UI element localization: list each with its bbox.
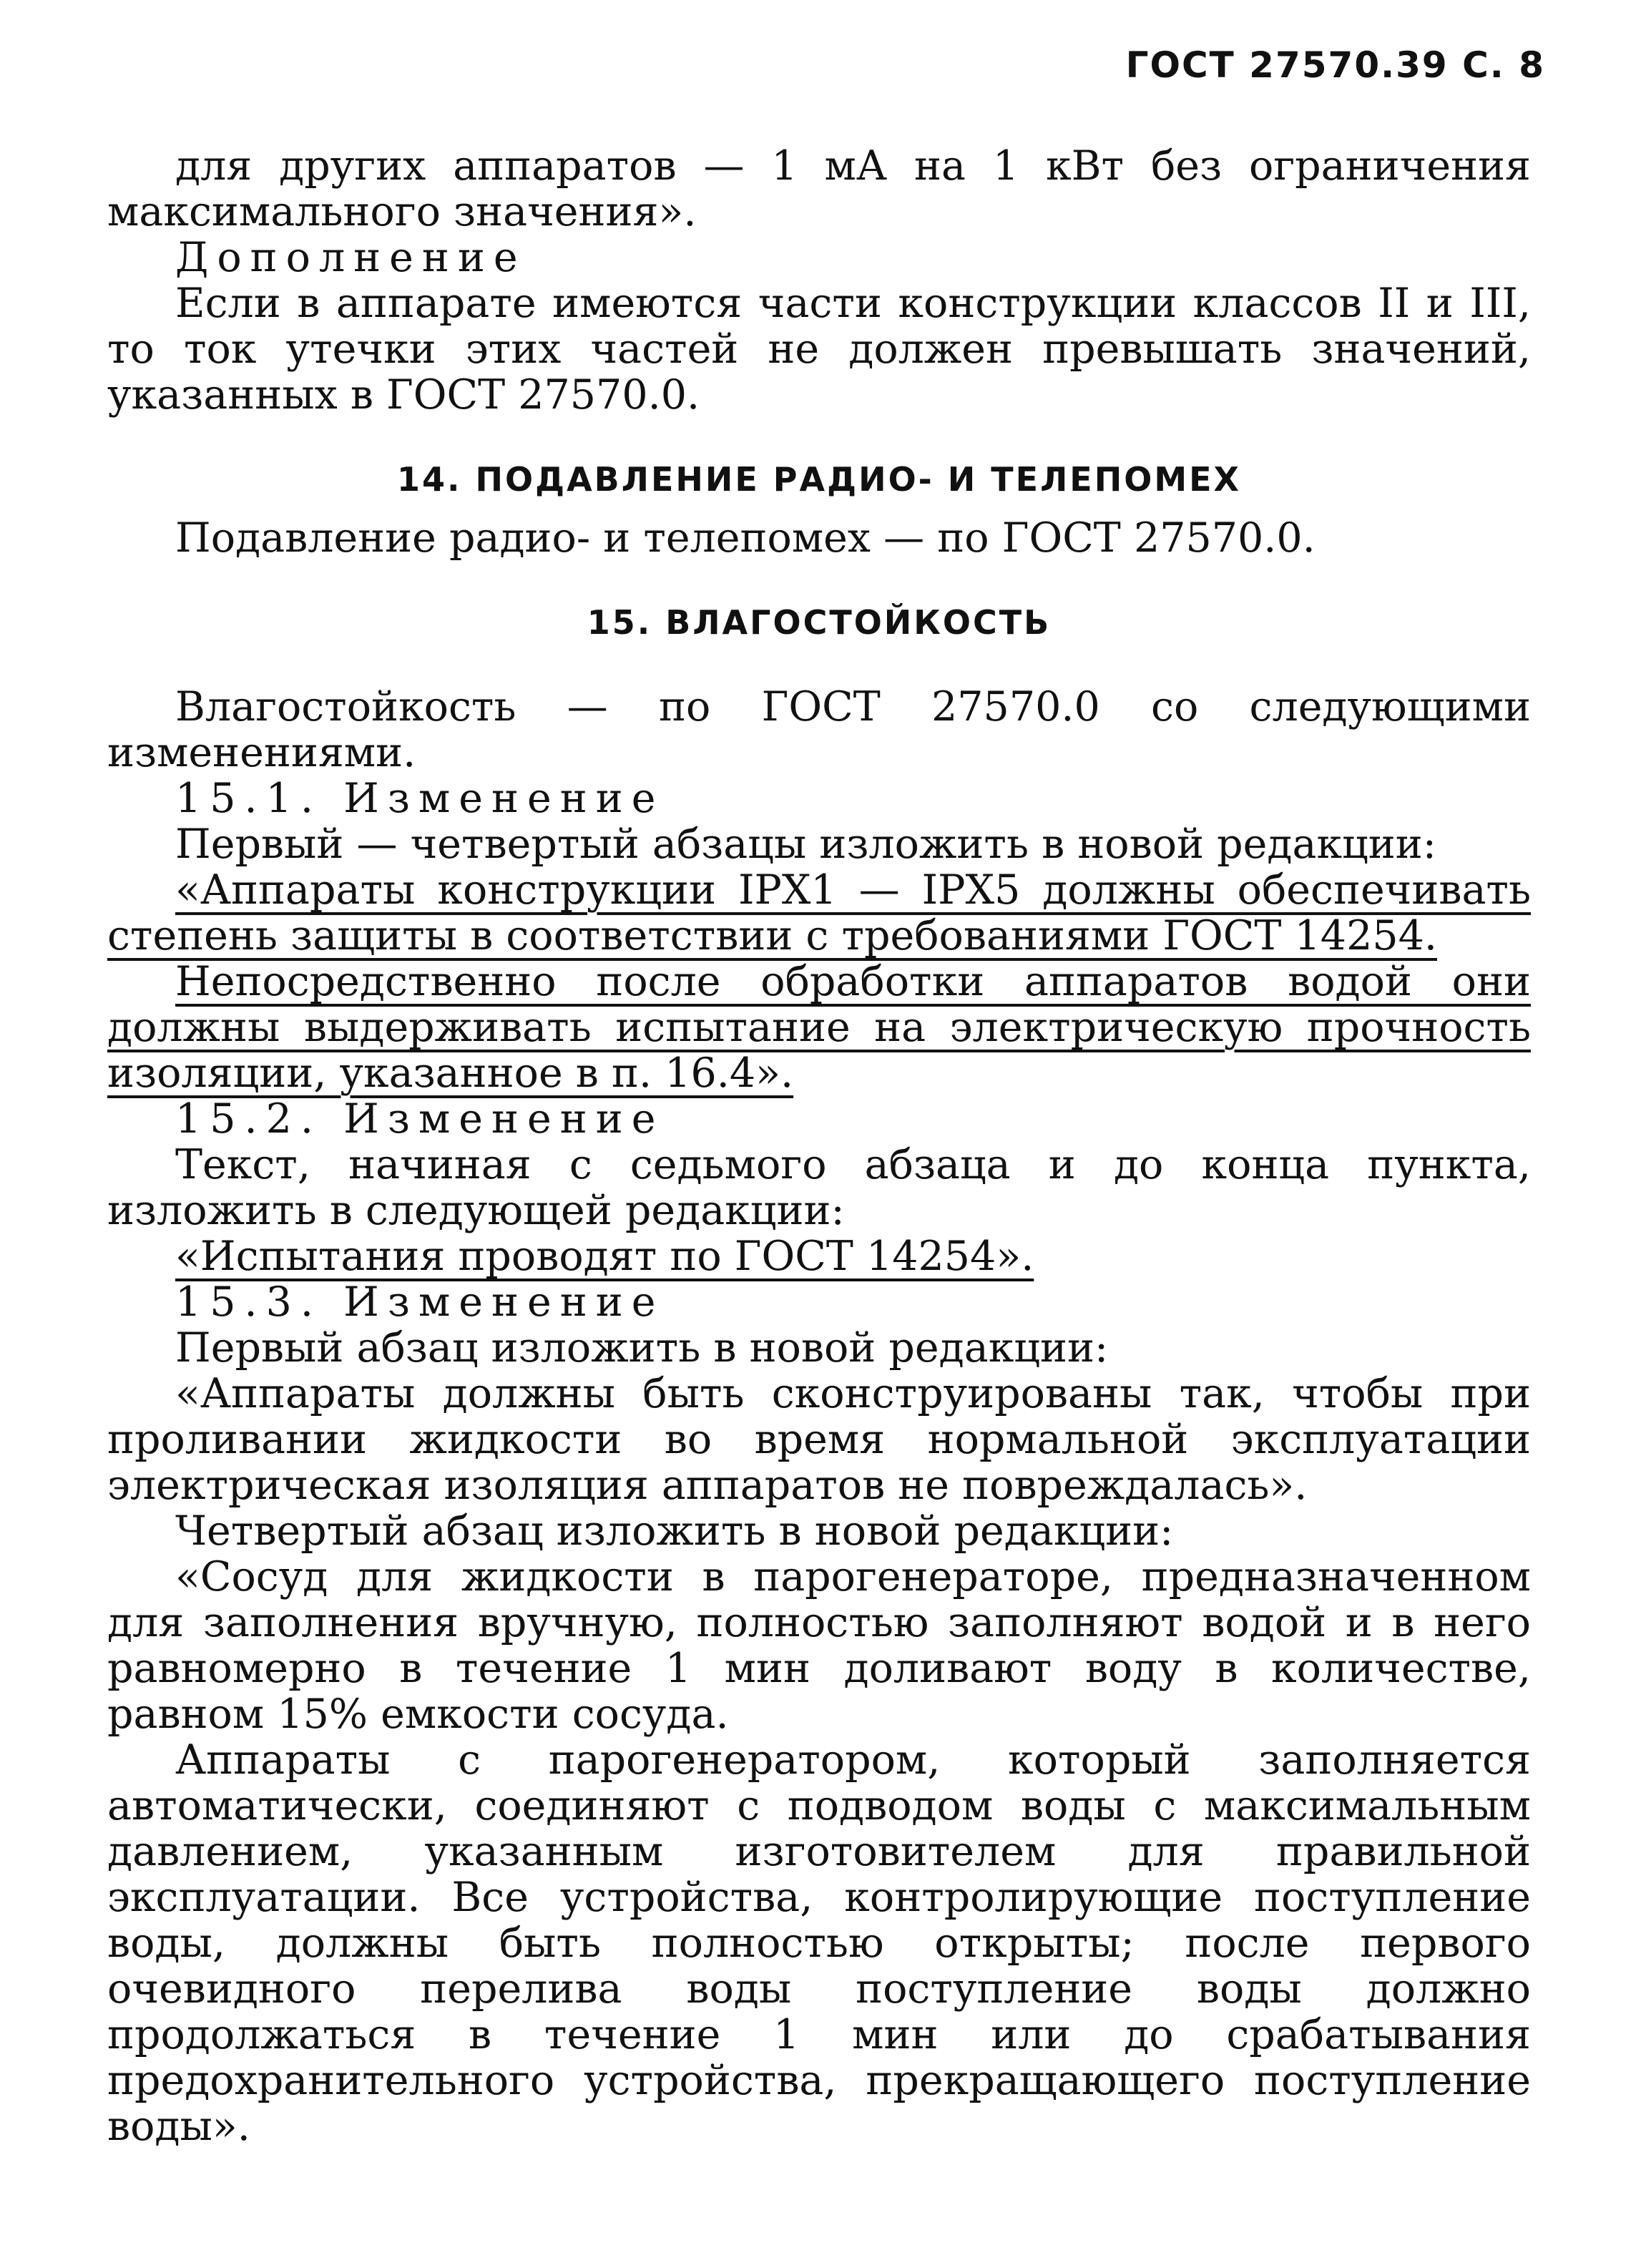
clause-15-3-instruction-1: Первый абзац изложить в новой редакции: xyxy=(175,1324,1109,1372)
clause-15-2-instruction: Текст, начиная с седьмого абзаца и до конца пункта, изложить в следующей редакции: xyxy=(107,1141,1531,1234)
clause-15-3-quote-1: «Аппараты должны быть сконструированы так, чтобы при проливании жидкости во время нормальной эксплуатации электрическая изоляция аппаратов не повреждалась». xyxy=(107,1370,1531,1509)
clause-15-1-quote-1 xyxy=(107,867,1531,959)
clause-15-3-instruction-2: Четвертый абзац изложить в новой редакции: xyxy=(175,1507,1174,1555)
document-body xyxy=(107,143,1531,2149)
section-14-text: Подавление радио- и телепомех — по ГОСТ 27570.0. xyxy=(175,514,1316,562)
addition-heading: Дополнение xyxy=(175,234,526,281)
clause-15-1-quote-2 xyxy=(107,959,1531,1096)
clause-15-2-heading: 15.2. Изменение xyxy=(175,1095,665,1143)
paragraph-leakage-limit: для других аппаратов — 1 мА на 1 кВт без ограничения максимального значения». xyxy=(107,142,1531,235)
clause-15-2-quote xyxy=(107,1233,1531,1279)
underlined-text: «Испытания проводят по ГОСТ 14254». xyxy=(175,1233,1034,1280)
section-14-title: 14. ПОДАВЛЕНИЕ РАДИО- И ТЕЛЕПОМЕХ xyxy=(397,460,1241,499)
clause-15-1-instruction: Первый — четвертый абзацы изложить в новой редакции: xyxy=(175,821,1436,868)
section-15-text: Влагостойкость — по ГОСТ 27570.0 со следующими изменениями. xyxy=(107,683,1531,776)
clause-15-3-heading: 15.3. Изменение xyxy=(175,1279,665,1326)
underlined-text: Непосредственно после обработки аппаратов водой они должны выдерживать испытание на электрическую прочность изоляции, указанное в п. 16.4». xyxy=(107,958,1531,1097)
paragraph-class-parts: Если в аппарате имеются части конструкции классов II и III, то ток утечки этих частей не должен превышать значений, указанных в ГОСТ 27570.0. xyxy=(107,280,1531,419)
running-header: ГОСТ 27570.39 С. 8 xyxy=(1125,44,1545,86)
clause-15-3-quote-3: Аппараты с парогенератором, который заполняется автоматически, соединяют с подводом воды с максимальным давлением, указанным изготовителем для правильной эксплуатации. Все устройства, контролирующие поступление воды, должны быть полностью открыты; после первого очевидного перелива воды поступление воды должно продолжаться в течение 1 мин или до срабатывания предохранительного устройства, прекращающего поступление воды». xyxy=(107,1736,1531,2150)
clause-15-3-quote-2: «Сосуд для жидкости в парогенераторе, предназначенном для заполнения вручную, полностью заполняют водой и в него равномерно в течение 1 мин доливают воду в количестве, равном 15% емкости сосуда. xyxy=(107,1553,1531,1738)
underlined-text: «Аппараты конструкции IPX1 — IPX5 должны обеспечивать степень защиты в соответствии с требованиями ГОСТ 14254. xyxy=(107,866,1531,959)
clause-15-1-heading: 15.1. Изменение xyxy=(175,775,665,822)
section-15-title: 15. ВЛАГОСТОЙКОСТЬ xyxy=(587,603,1052,642)
